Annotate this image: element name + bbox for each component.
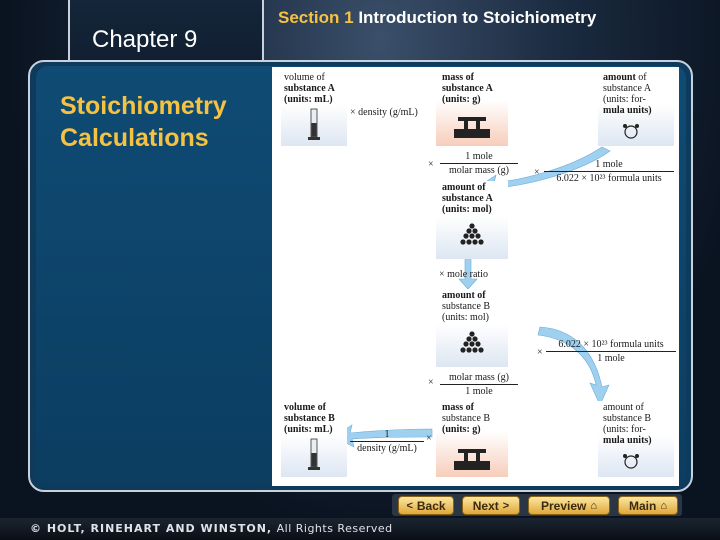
op-mole-ratio: × mole ratio — [439, 269, 488, 280]
next-button[interactable]: Next > — [462, 496, 520, 515]
back-arrow-icon: < — [406, 499, 413, 512]
mole-pyramid-b-icon — [458, 331, 486, 355]
mole-pyramid-a-icon — [458, 223, 486, 247]
home-icon: ⌂ — [590, 499, 598, 512]
times-molar-top: × — [428, 159, 434, 170]
main-home-icon: ⌂ — [660, 499, 667, 512]
stoichiometry-diagram — [272, 67, 679, 486]
frac-avogadro-bottom: 6.022 × 10²³ formula units 1 mole — [546, 339, 676, 364]
slide-title-line-2: Calculations — [60, 124, 209, 152]
times-avogadro-top: × — [534, 167, 540, 178]
main-button[interactable]: Main ⌂ — [618, 496, 678, 515]
label-mass-b: mass of substance B (units: g) — [442, 402, 491, 435]
molecule-a-icon — [622, 123, 640, 139]
label-volume-a: volume of substance A (units: mL) — [284, 72, 335, 105]
label-mass-a: mass of substance A (units: g) — [442, 72, 493, 105]
balance-scale-b-icon — [452, 443, 492, 473]
copyright-text: © HOLT, RINEHART AND WINSTON, All Rights Reserved — [30, 522, 393, 535]
times-density-bottom: × — [426, 433, 432, 444]
graduated-cylinder-b-icon — [306, 437, 322, 471]
section-number: Section 1 — [278, 8, 354, 27]
label-formula-units-b: amount of substance B (units: for- mula units) — [603, 402, 652, 446]
chapter-label: Chapter 9 — [92, 26, 198, 53]
molecule-b-icon — [622, 453, 640, 469]
frac-density-bottom: 1 density (g/mL) — [350, 429, 424, 454]
label-formula-units-a: amount of substance A (units: for- mula units) — [603, 72, 652, 116]
label-moles-a: amount of substance A (units: mol) — [442, 182, 493, 215]
slide-title-line-1: Stoichiometry — [60, 92, 227, 120]
graduated-cylinder-a-icon — [306, 107, 322, 141]
times-molar-bottom: × — [428, 377, 434, 388]
next-arrow-icon: > — [502, 499, 510, 512]
op-density-top: × density (g/mL) — [350, 107, 418, 118]
preview-button[interactable]: Preview ⌂ — [528, 496, 610, 515]
balance-scale-a-icon — [452, 111, 492, 141]
frac-avogadro-top: 1 mole 6.022 × 10²³ formula units — [544, 159, 674, 184]
frac-molar-mass-top: 1 mole molar mass (g) — [440, 151, 518, 176]
slide-title — [60, 90, 260, 154]
label-moles-b: amount of substance B (units: mol) — [442, 290, 491, 323]
label-volume-b: volume of substance B (units: mL) — [284, 402, 335, 435]
frac-molar-mass-bottom: molar mass (g) 1 mole — [440, 372, 518, 397]
section-title: Introduction to Stoichiometry — [358, 8, 597, 27]
section-heading — [278, 7, 708, 29]
times-avogadro-bottom: × — [537, 347, 543, 358]
back-button[interactable]: < Back — [398, 496, 454, 515]
